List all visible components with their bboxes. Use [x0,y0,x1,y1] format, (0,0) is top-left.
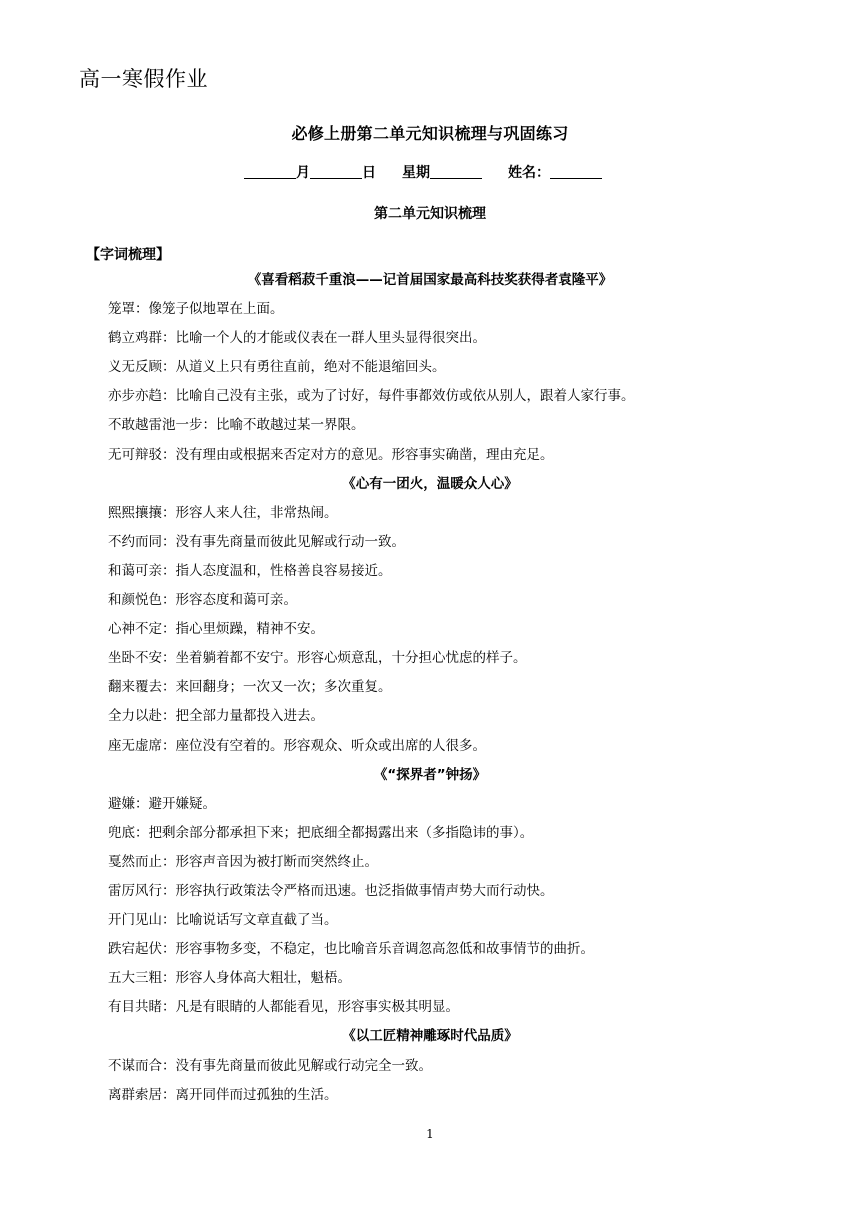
article-heading: 《以工匠精神雕琢时代品质》 [342,1028,518,1045]
article-heading: 《喜看稻菽千重浪——记首届国家最高科技奖获得者袁隆平》 [247,272,613,288]
vocabulary-entry: 离群索居：离开同伴而过孤独的生活。 [108,1086,338,1103]
vocabulary-entry: 鹤立鸡群：比喻一个人的才能或仪表在一群人里头显得很突出。 [108,330,486,347]
vocabulary-entry: 亦步亦趋：比喻自己没有主张，或为了讨好，每件事都效仿或依从别人，跟着人家行事。 [108,388,635,405]
vocabulary-entry: 戛然而止：形容声音因为被打断而突然终止。 [108,853,378,870]
vocabulary-entry: 兜底：把剩余部分都承担下来；把底细全都揭露出来（多指隐讳的事）。 [108,824,534,841]
vocabulary-entry: 五大三粗：形容人身体高大粗壮，魁梧。 [108,970,351,987]
vocabulary-entry: 无可辩驳：没有理由或根据来否定对方的意见。形容事实确凿，理由充足。 [108,446,554,463]
section-label: 【字词梳理】 [86,247,170,263]
vocabulary-entry: 和蔼可亲：指人态度温和，性格善良容易接近。 [108,562,392,579]
date-name-line [244,162,602,182]
vocabulary-entry: 坐卧不安：坐着躺着都不安宁。形容心烦意乱，十分担心忧虑的样子。 [108,650,527,667]
vocabulary-entry: 座无虚席：座位没有空着的。形容观众、听众或出席的人很多。 [108,737,486,754]
vocabulary-entry: 有目共睹：凡是有眼睛的人都能看见，形容事实极其明显。 [108,999,459,1016]
vocabulary-entry: 心神不定：指心里烦躁，精神不安。 [108,621,324,638]
vocabulary-entry: 雷厉风行：形容执行政策法令严格而迅速。也泛指做事情声势大而行动快。 [108,882,554,899]
vocabulary-entry: 和颜悦色：形容态度和蔼可亲。 [108,592,297,609]
vocabulary-entry: 义无反顾：从道义上只有勇往直前，绝对不能退缩回头。 [108,359,446,376]
name-label: 姓名： [508,165,550,181]
vocabulary-entry: 不约而同：没有事先商量而彼此见解或行动一致。 [108,533,405,550]
name-blank[interactable] [550,164,602,179]
vocabulary-entry: 全力以赴：把全部力量都投入进去。 [108,708,324,725]
vocabulary-list [108,266,808,1110]
vocabulary-entry: 避嫌：避开嫌疑。 [108,795,216,812]
vocabulary-entry: 笼罩：像笼子似地罩在上面。 [108,301,284,318]
page-header: 高一寒假作业 [79,67,208,91]
unit-title: 第二单元知识梳理 [374,206,486,222]
month-blank[interactable] [244,164,296,179]
day-blank[interactable] [310,164,362,179]
article-heading: 《“探界者”钟扬》 [373,766,487,783]
vocabulary-entry: 翻来覆去：来回翻身；一次又一次；多次重复。 [108,679,392,696]
vocabulary-entry: 开门见山：比喻说话写文章直截了当。 [108,912,338,929]
weekday-blank[interactable] [430,164,482,179]
vocabulary-entry: 不谋而合：没有事先商量而彼此见解或行动完全一致。 [108,1057,432,1074]
month-label: 月 [296,165,310,181]
vocabulary-entry: 不敢越雷池一步：比喻不敢越过某一界限。 [108,417,365,434]
vocabulary-entry: 熙熙攘攘：形容人来人往，非常热闹。 [108,504,338,521]
article-heading: 《心有一团火，温暖众人心》 [342,475,518,492]
page-number: 1 [426,1127,434,1141]
weekday-label: 星期 [402,165,430,181]
document-title: 必修上册第二单元知识梳理与巩固练习 [291,124,569,143]
day-label: 日 [362,165,376,181]
vocabulary-entry: 跌宕起伏：形容事物多变，不稳定，也比喻音乐音调忽高忽低和故事情节的曲折。 [108,941,594,958]
